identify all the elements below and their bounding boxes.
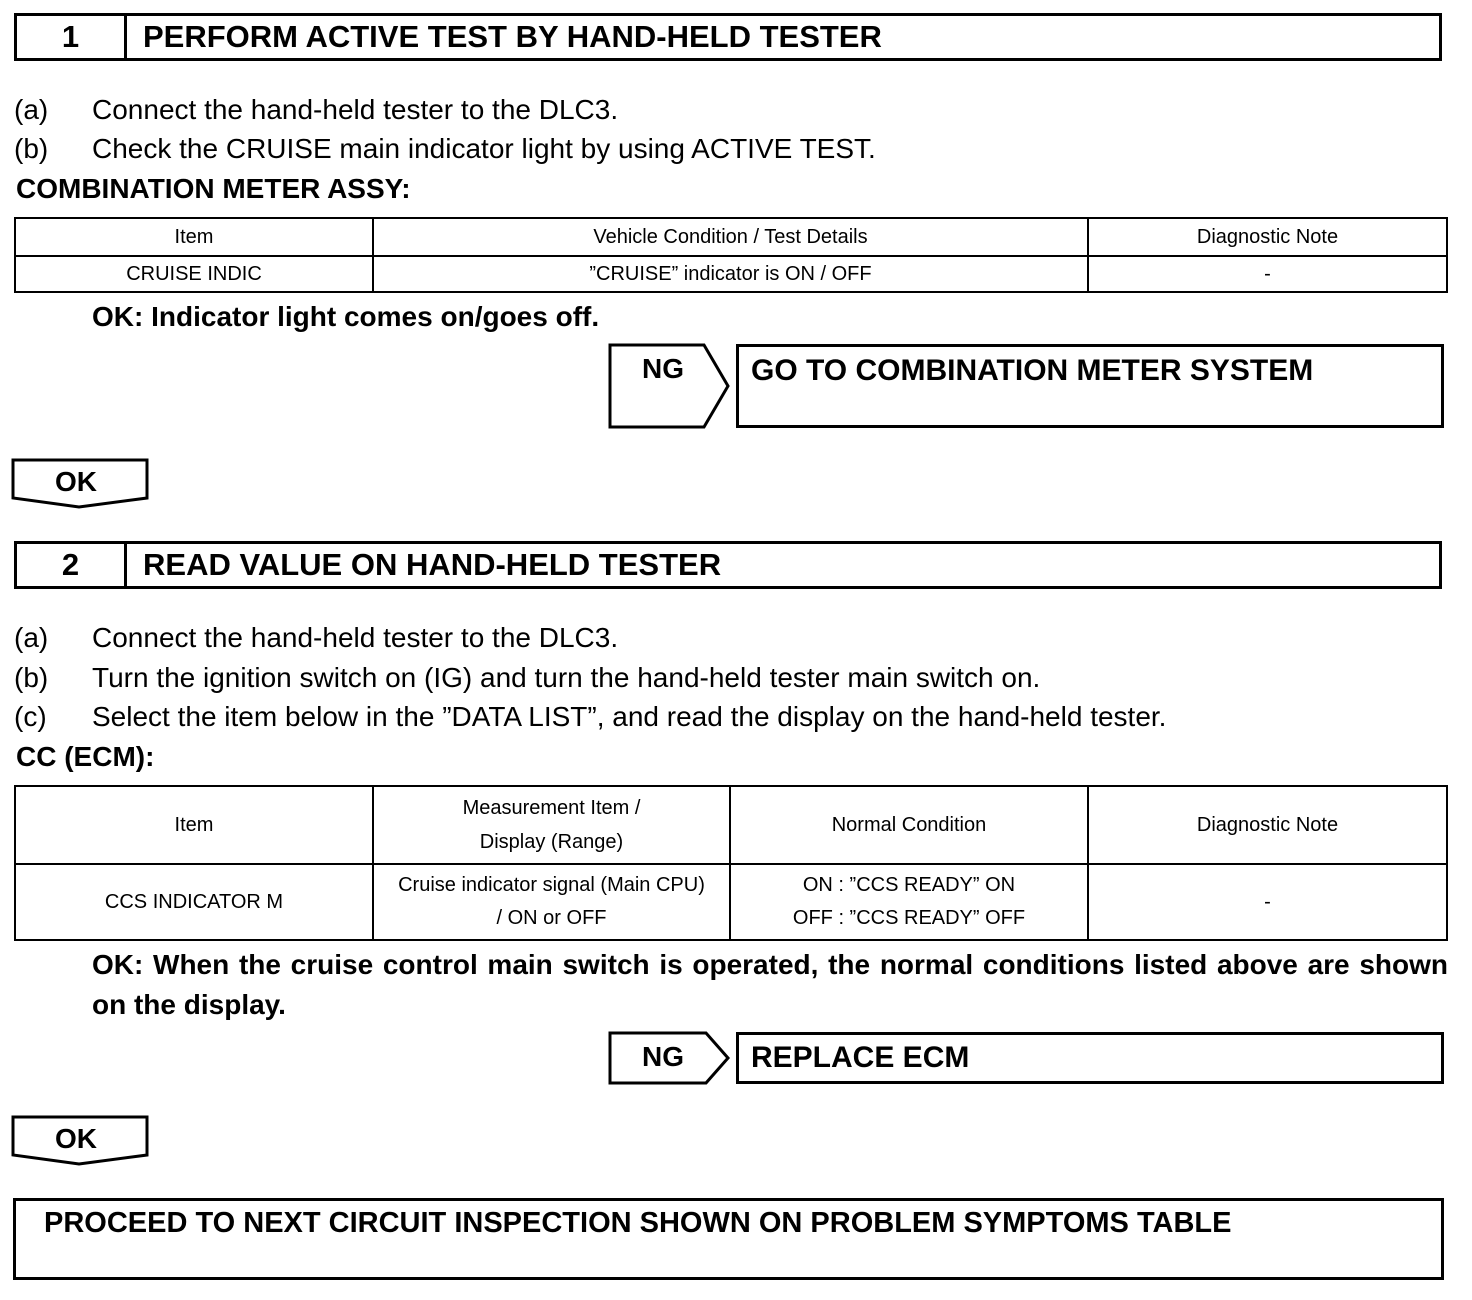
procedure-letter: (c) [14,701,47,732]
header-line: Display (Range) [479,831,624,853]
step-2-number: 2 [17,544,127,586]
table-row [15,256,1447,292]
combination-meter-table [14,217,1448,293]
procedure-text: Connect the hand-held tester to the DLC3. [92,94,619,125]
procedure-letter: (b) [14,133,49,164]
step-2-ng-result: REPLACE ECM [736,1032,1444,1084]
table-cell: CRUISE INDIC [15,256,373,292]
step-1-procedure-a [14,92,618,128]
table-cell: CCS INDICATOR M [15,864,373,940]
step-1-table-heading: COMBINATION METER ASSY: [16,173,411,204]
table-header-cell: Diagnostic Note [1088,218,1447,256]
table-header-cell: Diagnostic Note [1088,786,1447,864]
procedure-text: Connect the hand-held tester to the DLC3. [92,622,619,653]
table-header-cell [373,786,730,864]
step-1-ng-label: NG [642,353,684,384]
cell-line: OFF : ”CCS READY” OFF [792,907,1026,929]
cell-line: / ON or OFF [496,907,607,929]
table-header-cell: Vehicle Condition / Test Details [373,218,1088,256]
table-cell: ”CRUISE” indicator is ON / OFF [373,256,1088,292]
procedure-text: Check the CRUISE main indicator light by using ACTIVE TEST. [92,133,876,164]
procedure-text: Turn the ignition switch on (IG) and turn the hand-held tester main switch on. [92,662,1041,693]
step-1-ok-condition: OK: Indicator light comes on/goes off. [92,301,600,332]
step-2-title: READ VALUE ON HAND-HELD TESTER [143,547,722,582]
step-1-number: 1 [17,16,127,58]
step-1-ok-label: OK [55,466,97,497]
step-2-ok-label: OK [55,1123,97,1154]
step-1-title: PERFORM ACTIVE TEST BY HAND-HELD TESTER [143,19,882,54]
step-2-header [14,541,1442,589]
cc-ecm-table [14,785,1448,941]
table-cell: - [1088,864,1447,940]
step-2-procedure-a [14,620,618,656]
table-header-cell: Item [15,786,373,864]
table-row [15,864,1447,940]
procedure-letter: (b) [14,662,49,693]
table-header-cell: Item [15,218,373,256]
header-line: Measurement Item / [462,797,641,819]
table-cell: - [1088,256,1447,292]
table-header-cell: Normal Condition [730,786,1088,864]
procedure-text: Select the item below in the ”DATA LIST”, and read the display on the hand-held tester. [92,701,1167,732]
cell-line: Cruise indicator signal (Main CPU) [398,874,705,896]
cell-line: ON : ”CCS READY” ON [802,874,1016,896]
procedure-letter: (a) [14,622,49,653]
final-instruction-box: PROCEED TO NEXT CIRCUIT INSPECTION SHOWN ON PROBLEM SYMPTOMS TABLE [13,1198,1444,1280]
table-cell [730,864,1088,940]
procedure-letter: (a) [14,94,49,125]
table-cell [373,864,730,940]
step-1-procedure-b [14,131,876,167]
step-2-table-heading: CC (ECM): [16,741,155,772]
step-2-ok-condition: OK: When the cruise control main switch is operated, the normal conditions listed above are shown on the display. [92,949,1448,1020]
step-2-procedure-c [14,699,1166,735]
step-2-procedure-b [14,660,1040,696]
step-1-ng-result: GO TO COMBINATION METER SYSTEM [736,344,1444,428]
step-2-ng-label: NG [642,1041,684,1072]
step-1-header [14,13,1442,61]
